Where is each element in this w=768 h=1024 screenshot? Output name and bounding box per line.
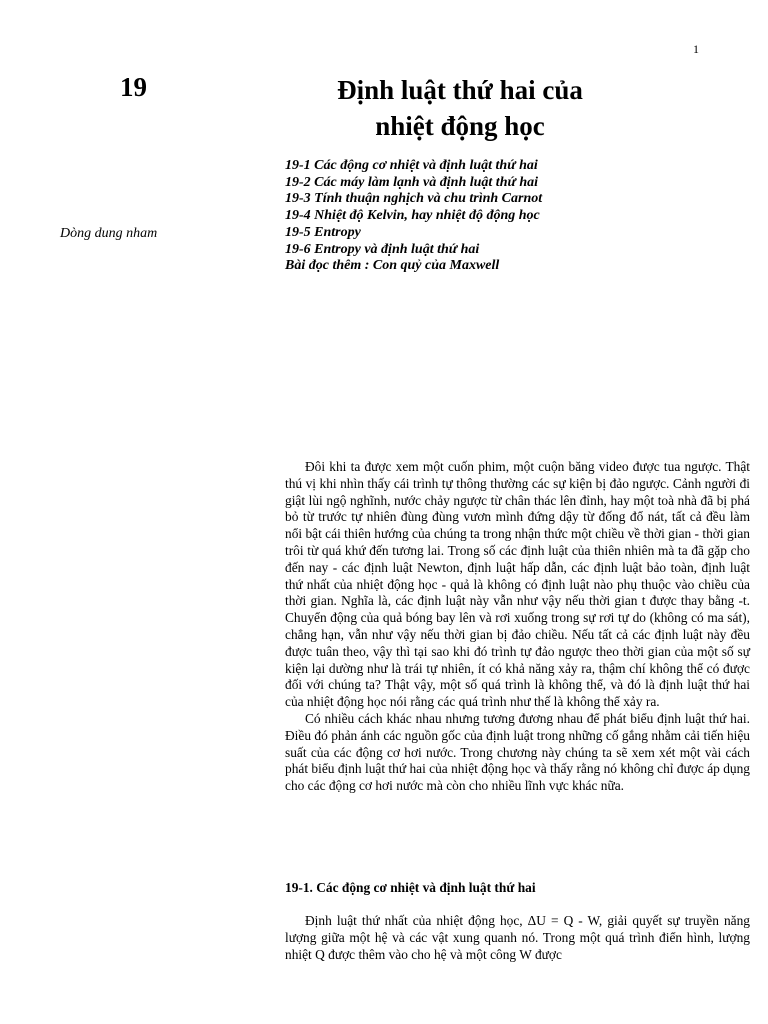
chapter-title-line2: nhiệt động học [375, 111, 545, 141]
toc-item: Bài đọc thêm : Con quỷ của Maxwell [285, 258, 500, 274]
page-number: 1 [693, 42, 699, 56]
intro-paragraph: Đôi khi ta được xem một cuốn phim, một cuộn băng video được tua ngược. Thật thú vị khi nhìn thấy cái trình tự thông thường các sự kiện bị đảo ngược. Cảnh người đi giật lùi ngộ nghĩnh, nước chảy ngược từ chân thác lên đỉnh, hay một toà nhà đã bị phá bỏ từ trước tự nhiên đùng đùng vươn mình đứng dậy từ đống đổ nát, tất cả đều làm nổi bật cái thiên hướng của chúng ta trong nhận thức một chiều về thời gian - thời gian trôi từ quá khứ đến tương lai. Trong số các định luật của thiên nhiên mà ta đã gặp cho đến nay - các định luật Newton, định luật hấp dẫn, các định luật bảo toàn, định luật thứ nhất của nhiệt động học - quả là không có định luật nào phụ thuộc vào chiều của thời gian. Nghĩa là, các định luật này vẫn như vậy nếu thời gian t được thay bằng -t. Chuyển động của quả bóng bay lên và rơi xuống trong sự rơi tự do (không có ma sát), chẳng hạn, vẫn như vậy nếu thời gian bị đảo chiều. Nếu tất cả các định luật này đều được tuân theo, vậy thì tại sao khi đó trình tự đảo ngược theo thời gian của một số sự kiện lại dường như là trái tự nhiên, ít có khả năng xảy ra, thậm chí không thể có được đối với chúng ta? Thật vậy, một số quá trình là không thể, và đó là định luật thứ hai của nhiệt động học nói rằng các quá trình như thế là không thể xảy ra. [285, 459, 750, 710]
section-paragraph: Định luật thứ nhất của nhiệt động học, ΔU = Q - W, giải quyết sự truyền năng lượng giữa một hệ và các vật xung quanh nó. Trong một quá trình điển hình, lượng nhiệt Q được thêm vào cho hệ và một công W được [285, 913, 750, 962]
section-heading: 19-1. Các động cơ nhiệt và định luật thứ hai [285, 880, 536, 895]
image-caption: Dòng dung nham [60, 226, 158, 241]
table-of-contents [285, 158, 542, 275]
toc-item: 19-5 Entropy [285, 224, 361, 240]
chapter-title-line1: Định luật thứ hai của [337, 75, 583, 105]
intro-paragraph: Có nhiều cách khác nhau nhưng tương đương nhau để phát biểu định luật thứ hai. Điều đó phản ánh các nguồn gốc của định luật trong những cố gắng nhằm cải tiến hiệu suất của các động cơ hơi nước. Trong chương này chúng ta sẽ xem xét một vài cách phát biểu định luật thứ hai của nhiệt động học và thấy rằng nó không chỉ được áp dụng cho các động cơ hơi nước mà còn cho nhiều lĩnh vực khác nữa. [285, 710, 750, 794]
chapter-title [290, 72, 630, 144]
toc-item: 19-3 Tính thuận nghịch và chu trình Carnot [285, 191, 543, 207]
toc-item: 19-4 Nhiệt độ Kelvin, hay nhiệt độ động học [285, 208, 540, 224]
chapter-number: 19 [120, 72, 147, 102]
toc-item: 19-2 Các máy làm lạnh và định luật thứ hai [285, 174, 539, 190]
toc-item: 19-1 Các động cơ nhiệt và định luật thứ hai [285, 158, 538, 173]
toc-item: 19-6 Entropy và định luật thứ hai [285, 241, 480, 257]
intro-text [285, 459, 750, 795]
section-text [285, 913, 750, 963]
